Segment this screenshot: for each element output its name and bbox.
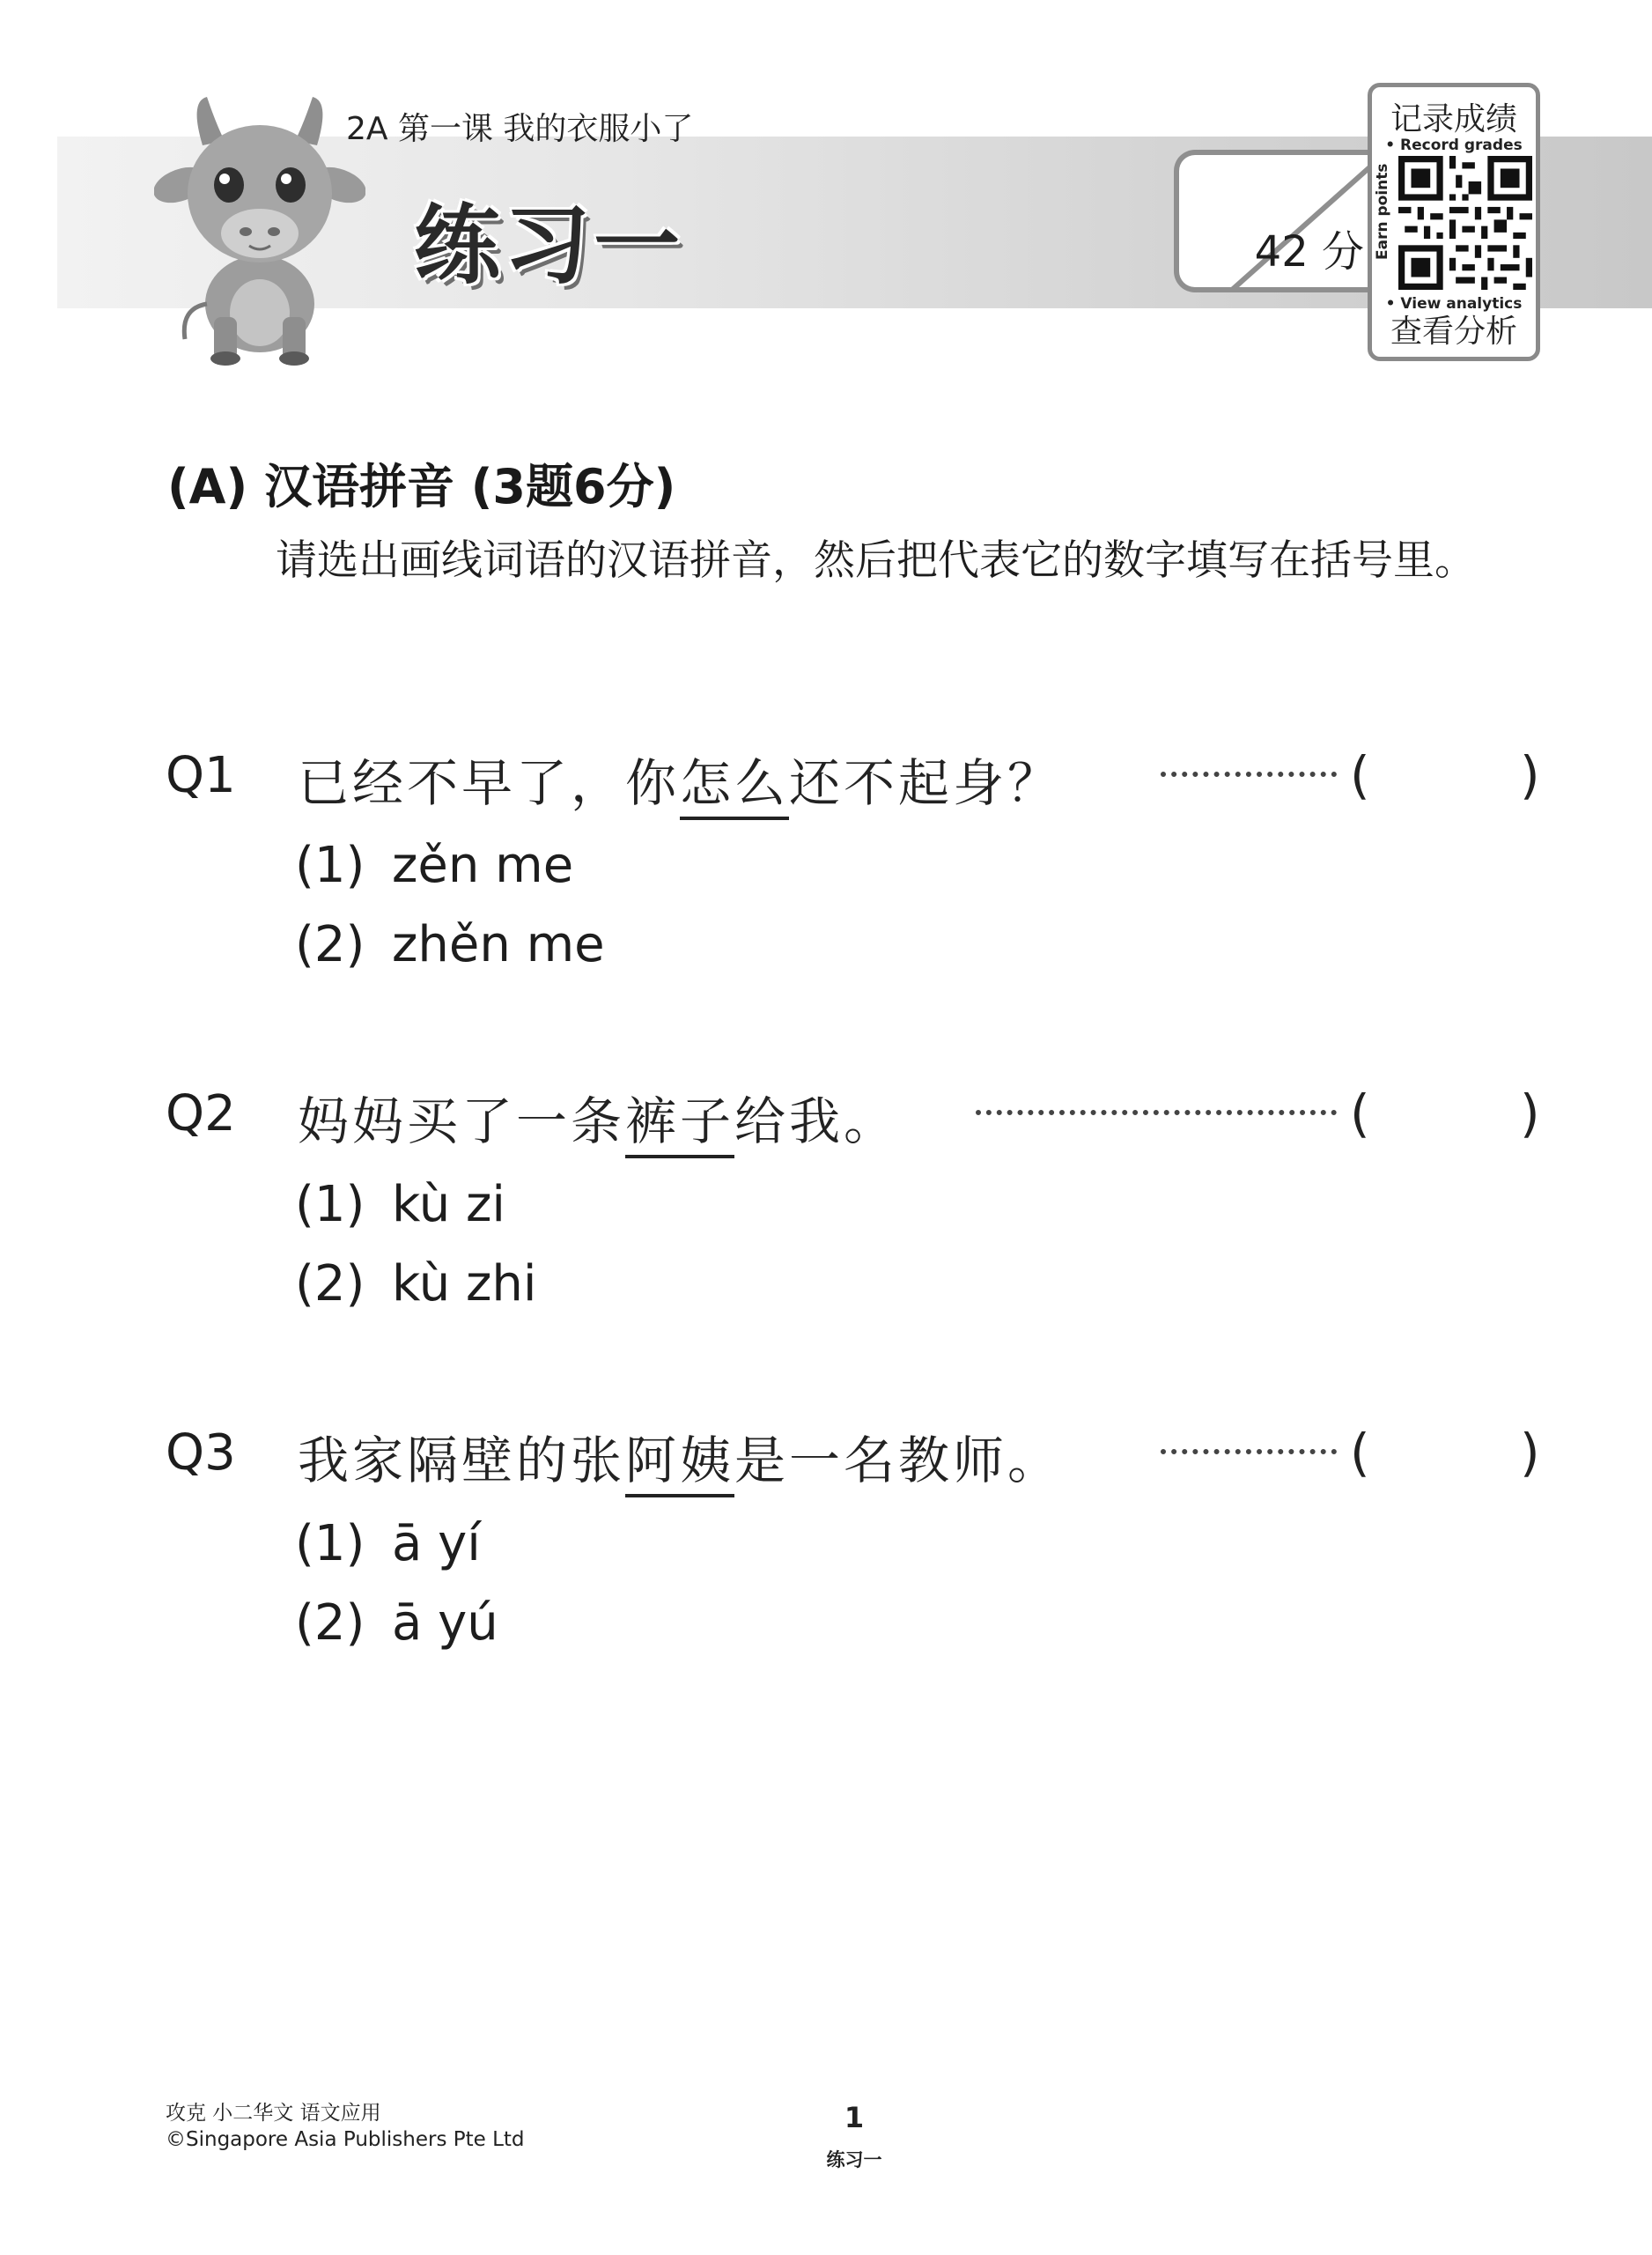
qr-code-icon[interactable]: [1398, 156, 1532, 290]
option-number: (1): [295, 1176, 365, 1233]
total-score: 42 分: [1254, 227, 1364, 277]
footer-copyright: ©Singapore Asia Publishers Pte Ltd: [166, 2128, 525, 2151]
question-sentence: [298, 742, 1062, 816]
option-text: zěn me: [392, 837, 574, 894]
option-item: [295, 1176, 505, 1233]
answer-close-paren[interactable]: ): [1520, 1083, 1540, 1143]
lesson-title: 2A 第一课 我的衣服小了: [346, 111, 694, 147]
option-number: (2): [295, 1255, 365, 1312]
dotted-leader: [976, 1110, 1337, 1115]
section-heading: (A) 汉语拼音 (3题6分): [167, 459, 676, 514]
question-sentence: [298, 1080, 898, 1154]
option-item: [295, 916, 605, 973]
option-text: ā yú: [392, 1594, 498, 1652]
option-text: zhěn me: [392, 916, 605, 973]
answer-open-paren[interactable]: (: [1350, 745, 1370, 805]
sentence-part: 我家隔壁的张: [298, 1431, 626, 1490]
qr-record-title: 记录成绩: [1390, 101, 1517, 137]
footer-credits: [166, 2100, 525, 2153]
option-text: ā yí: [392, 1515, 481, 1572]
qr-analytics-title: 查看分析: [1390, 314, 1517, 350]
sentence-part: 已经不早了，你: [298, 753, 681, 813]
option-item: [295, 1515, 481, 1572]
sentence-part: 给我。: [734, 1091, 899, 1151]
sentence-part: 还不起身？: [789, 753, 1063, 813]
qr-earn-points-label: Earn points: [1374, 163, 1391, 260]
underlined-word: 阿姨: [625, 1431, 734, 1497]
calf-mascot-icon: [154, 92, 365, 366]
option-text: kù zi: [392, 1176, 505, 1233]
question-label: Q1: [166, 747, 236, 804]
answer-open-paren[interactable]: (: [1350, 1083, 1370, 1143]
option-item: [295, 1255, 536, 1312]
sentence-part: 是一名教师。: [734, 1431, 1063, 1490]
section-instruction: 请选出画线词语的汉语拼音，然后把代表它的数字填写在括号里。: [276, 536, 1476, 585]
underlined-word: 怎么: [680, 753, 789, 820]
sentence-part: 妈妈买了一条: [298, 1091, 626, 1151]
option-item: [295, 837, 573, 894]
option-text: kù zhi: [392, 1255, 537, 1312]
page-label: 练习一: [826, 2149, 882, 2170]
option-item: [295, 1594, 498, 1652]
dotted-leader: [1161, 1449, 1337, 1454]
answer-close-paren[interactable]: ): [1520, 1423, 1540, 1482]
footer-book-title: 攻克 小二华文 语文应用: [166, 2102, 381, 2125]
qr-panel[interactable]: [1368, 83, 1540, 361]
option-number: (1): [295, 837, 365, 894]
question-label: Q2: [166, 1085, 236, 1142]
answer-close-paren[interactable]: ): [1520, 745, 1540, 805]
qr-analytics-label: • View analytics: [1385, 295, 1523, 313]
exercise-title: 练习一: [414, 196, 684, 296]
page-number: 1: [844, 2101, 865, 2134]
qr-record-label: • Record grades: [1385, 137, 1523, 154]
option-number: (2): [295, 1594, 365, 1652]
score-box: [1174, 150, 1378, 292]
question-sentence: [298, 1419, 1062, 1493]
answer-open-paren[interactable]: (: [1350, 1423, 1370, 1482]
question-label: Q3: [166, 1424, 236, 1482]
underlined-word: 裤子: [625, 1091, 734, 1158]
option-number: (1): [295, 1515, 365, 1572]
dotted-leader: [1161, 772, 1337, 777]
option-number: (2): [295, 916, 365, 973]
